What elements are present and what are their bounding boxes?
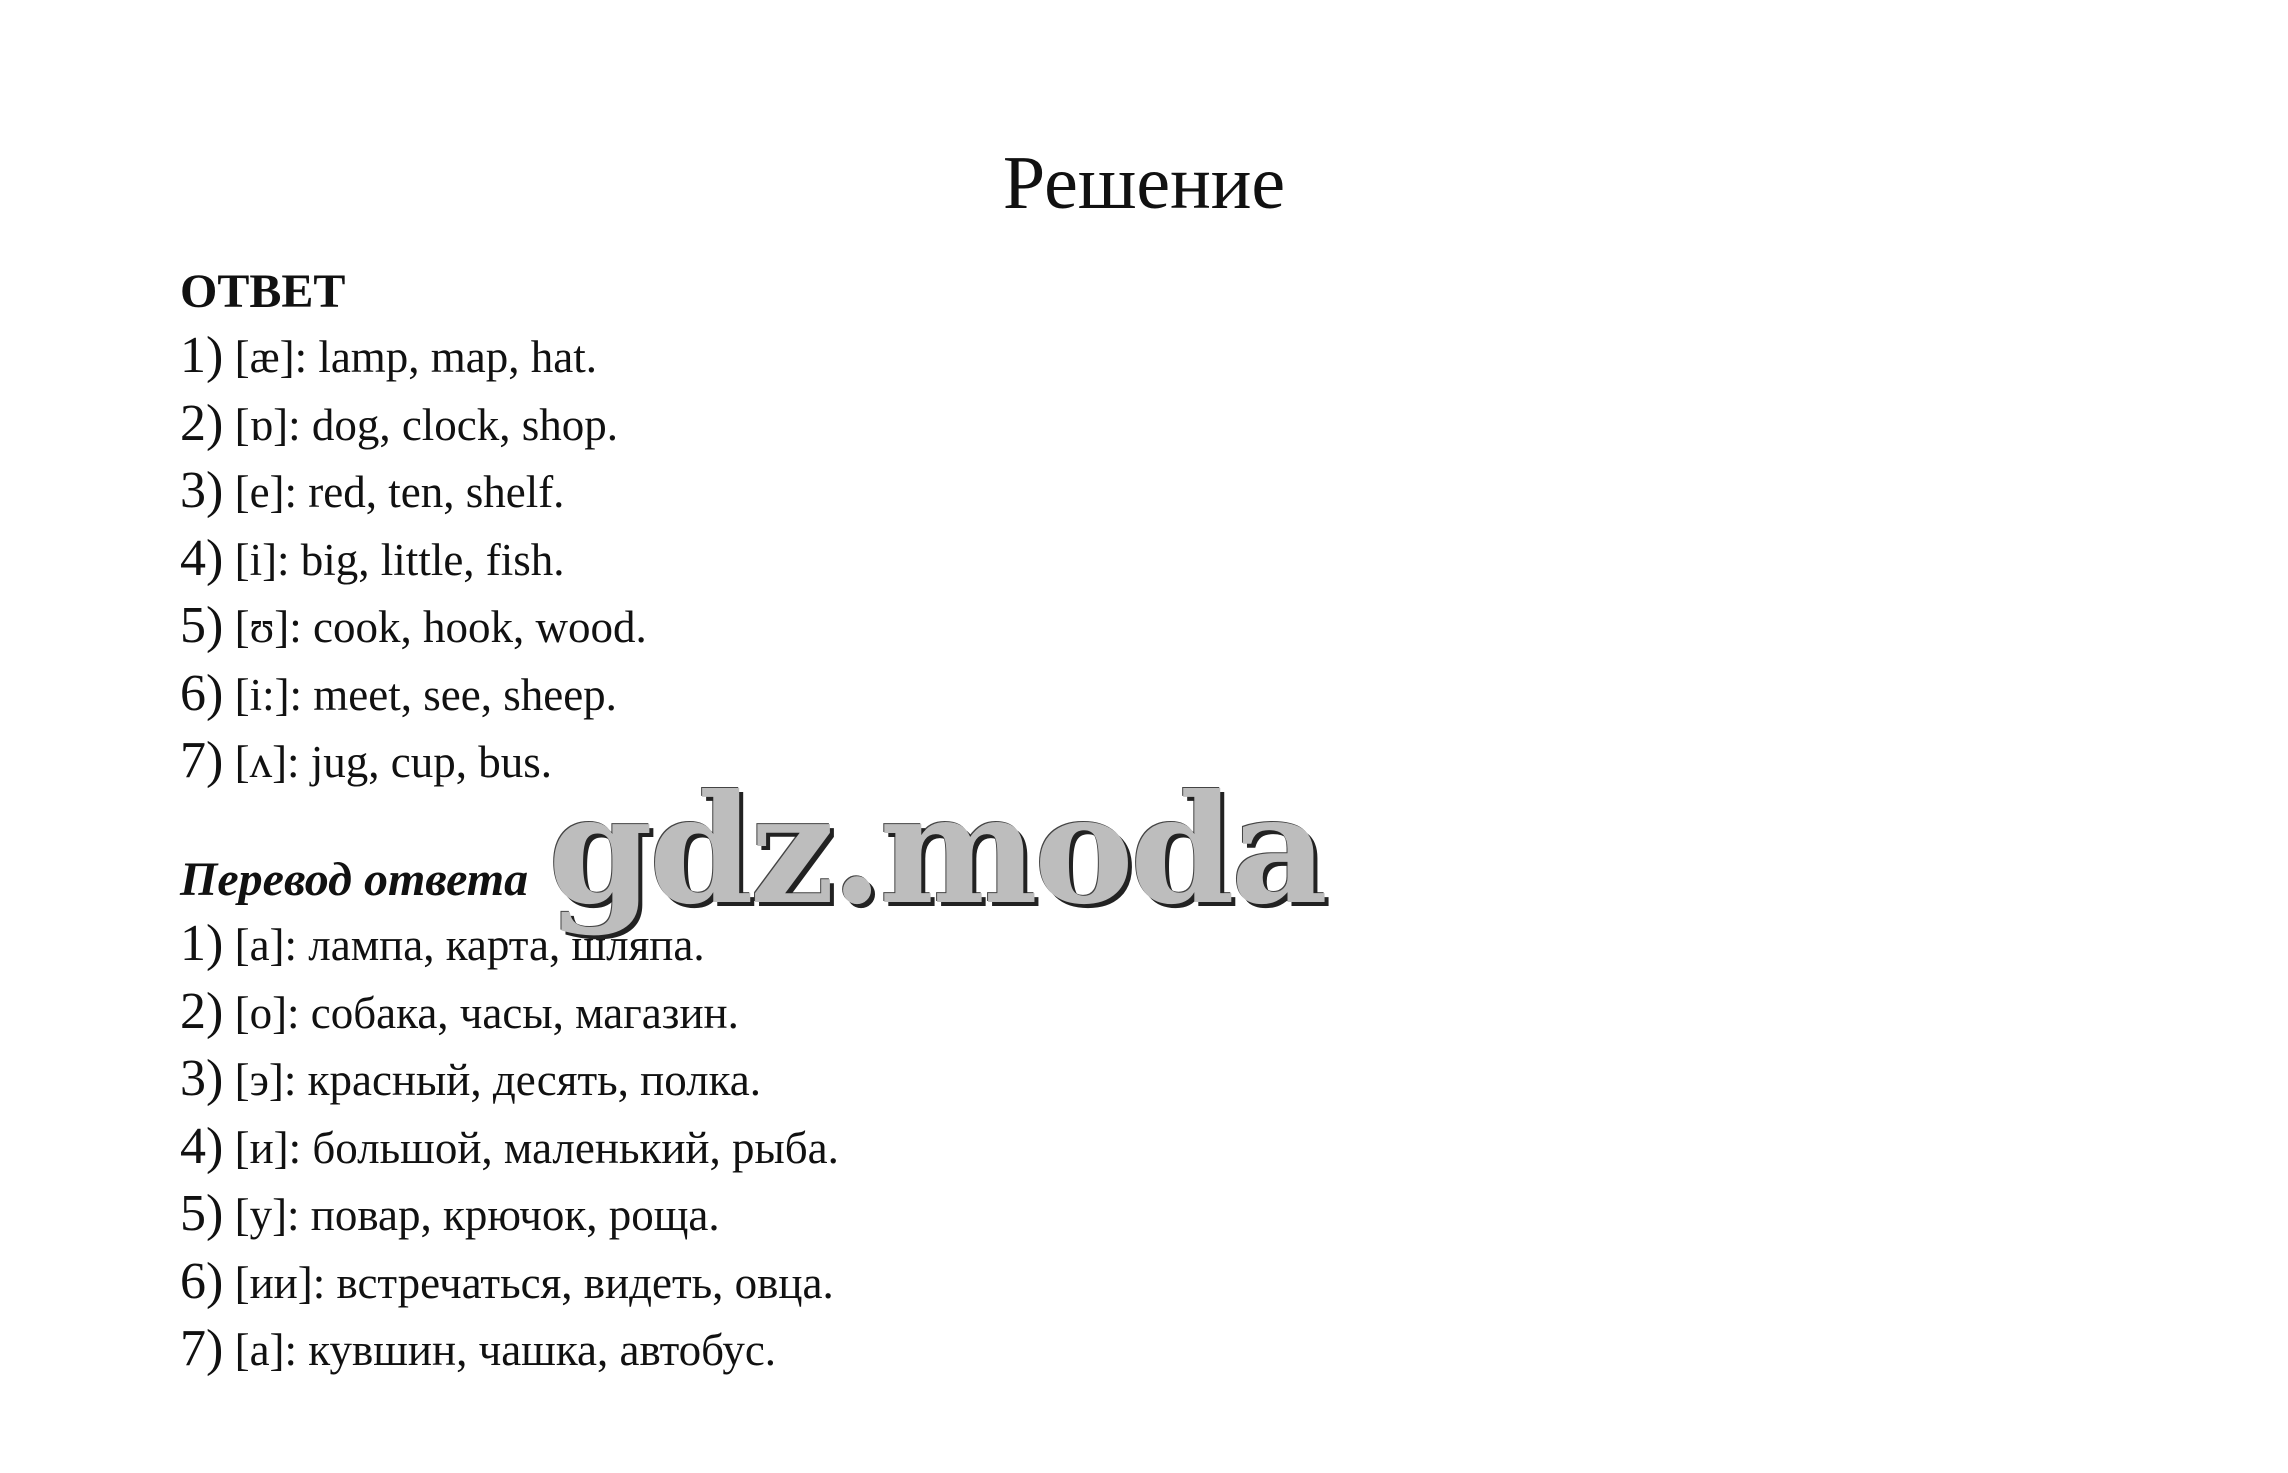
translation-item bbox=[180, 1045, 2080, 1113]
translation-item bbox=[180, 1113, 2080, 1181]
item-number: 6) bbox=[180, 664, 224, 722]
item-number: 3) bbox=[180, 1050, 224, 1107]
item-text: [э]: красный, десять, полка. bbox=[223, 1055, 762, 1105]
item-text: [ɒ]: dog, clock, shop. bbox=[223, 399, 619, 450]
item-number: 5) bbox=[180, 1185, 224, 1242]
item-text: [ии]: встречаться, видеть, овца. bbox=[223, 1257, 834, 1308]
item-text: [и]: большой, маленький, рыба. bbox=[223, 1122, 839, 1173]
answer-item bbox=[180, 660, 2080, 728]
answer-item bbox=[180, 592, 2080, 660]
answer-item bbox=[180, 322, 2080, 390]
item-number: 4) bbox=[180, 529, 224, 587]
item-text: [ʌ]: jug, cup, bus. bbox=[223, 737, 553, 787]
item-number: 7) bbox=[180, 732, 224, 789]
item-number: 5) bbox=[180, 597, 224, 654]
item-number: 4) bbox=[180, 1117, 224, 1175]
item-text: [i:]: meet, see, sheep. bbox=[223, 669, 617, 720]
item-text: [ʊ]: cook, hook, wood. bbox=[223, 602, 647, 652]
answer-heading: ОТВЕТ bbox=[180, 265, 346, 318]
translation-item bbox=[180, 1180, 2080, 1248]
item-number: 2) bbox=[180, 394, 224, 452]
item-number: 3) bbox=[180, 462, 224, 519]
translation-heading: Перевод ответа bbox=[180, 853, 529, 906]
item-text: [i]: big, little, fish. bbox=[223, 534, 565, 585]
page-title: Решение bbox=[1002, 141, 1286, 225]
translation-item bbox=[180, 1315, 2080, 1383]
item-text: [æ]: lamp, map, hat. bbox=[223, 332, 597, 382]
item-text: [о]: собака, часы, магазин. bbox=[223, 987, 739, 1038]
translation-item bbox=[180, 1248, 2080, 1316]
translation-list bbox=[180, 910, 2080, 1383]
answer-list bbox=[180, 322, 2080, 795]
watermark-logo: gdz.moda bbox=[548, 762, 1325, 938]
item-number: 1) bbox=[180, 915, 224, 972]
item-text: [а]: лампа, карта, шляпа. bbox=[223, 920, 705, 970]
item-number: 1) bbox=[180, 327, 224, 384]
answer-item bbox=[180, 525, 2080, 593]
item-number: 2) bbox=[180, 982, 224, 1040]
item-number: 6) bbox=[180, 1252, 224, 1310]
item-number: 7) bbox=[180, 1320, 224, 1377]
translation-item bbox=[180, 978, 2080, 1046]
answer-item bbox=[180, 457, 2080, 525]
answer-item bbox=[180, 390, 2080, 458]
item-text: [а]: кувшин, чашка, автобус. bbox=[223, 1325, 777, 1375]
item-text: [e]: red, ten, shelf. bbox=[223, 467, 565, 517]
answer-section bbox=[180, 262, 2080, 795]
item-text: [у]: повар, крючок, роща. bbox=[223, 1190, 720, 1240]
